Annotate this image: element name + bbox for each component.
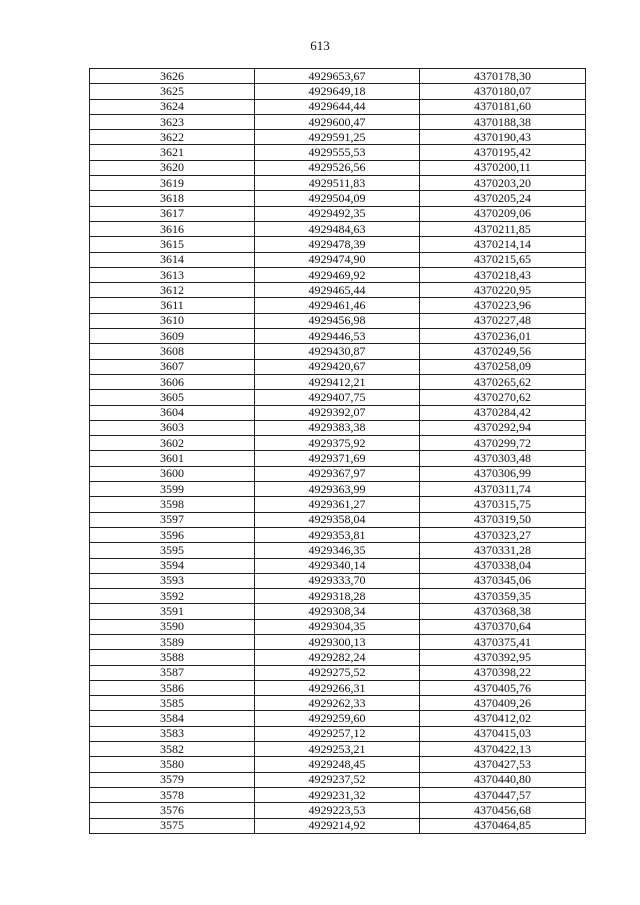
- table-row: [90, 650, 586, 665]
- x-coordinate-cell: 4929333,70: [255, 573, 420, 588]
- x-coordinate-cell: 4929318,28: [255, 589, 420, 604]
- point-number-cell: 3583: [90, 726, 255, 741]
- table-row: [90, 206, 586, 221]
- coordinates-table: [89, 68, 586, 834]
- point-number-cell: 3591: [90, 604, 255, 619]
- point-number-cell: 3585: [90, 696, 255, 711]
- point-number-cell: 3592: [90, 589, 255, 604]
- x-coordinate-cell: 4929474,90: [255, 252, 420, 267]
- x-coordinate-cell: 4929511,83: [255, 176, 420, 191]
- point-number-cell: 3623: [90, 114, 255, 129]
- x-coordinate-cell: 4929257,12: [255, 726, 420, 741]
- table-row: [90, 283, 586, 298]
- y-coordinate-cell: 4370220,95: [420, 283, 586, 298]
- point-number-cell: 3609: [90, 329, 255, 344]
- x-coordinate-cell: 4929371,69: [255, 451, 420, 466]
- table-row: [90, 145, 586, 160]
- table-row: [90, 543, 586, 558]
- table-row: [90, 267, 586, 282]
- table-row: [90, 390, 586, 405]
- table-row: [90, 512, 586, 527]
- y-coordinate-cell: 4370323,27: [420, 527, 586, 542]
- table-row: [90, 619, 586, 634]
- point-number-cell: 3610: [90, 313, 255, 328]
- y-coordinate-cell: 4370190,43: [420, 130, 586, 145]
- y-coordinate-cell: 4370203,20: [420, 176, 586, 191]
- table-row: [90, 160, 586, 175]
- table-row: [90, 573, 586, 588]
- x-coordinate-cell: 4929259,60: [255, 711, 420, 726]
- table-row: [90, 344, 586, 359]
- y-coordinate-cell: 4370370,64: [420, 619, 586, 634]
- x-coordinate-cell: 4929456,98: [255, 313, 420, 328]
- point-number-cell: 3587: [90, 665, 255, 680]
- point-number-cell: 3606: [90, 374, 255, 389]
- y-coordinate-cell: 4370218,43: [420, 267, 586, 282]
- y-coordinate-cell: 4370292,94: [420, 420, 586, 435]
- x-coordinate-cell: 4929383,38: [255, 420, 420, 435]
- point-number-cell: 3613: [90, 267, 255, 282]
- y-coordinate-cell: 4370311,74: [420, 482, 586, 497]
- x-coordinate-cell: 4929430,87: [255, 344, 420, 359]
- point-number-cell: 3576: [90, 803, 255, 818]
- x-coordinate-cell: 4929465,44: [255, 283, 420, 298]
- table-row: [90, 665, 586, 680]
- table-row: [90, 711, 586, 726]
- y-coordinate-cell: 4370195,42: [420, 145, 586, 160]
- y-coordinate-cell: 4370214,14: [420, 237, 586, 252]
- y-coordinate-cell: 4370359,35: [420, 589, 586, 604]
- point-number-cell: 3578: [90, 787, 255, 802]
- table-row: [90, 237, 586, 252]
- table-row: [90, 742, 586, 757]
- y-coordinate-cell: 4370375,41: [420, 634, 586, 649]
- y-coordinate-cell: 4370368,38: [420, 604, 586, 619]
- x-coordinate-cell: 4929253,21: [255, 742, 420, 757]
- point-number-cell: 3619: [90, 176, 255, 191]
- point-number-cell: 3582: [90, 742, 255, 757]
- y-coordinate-cell: 4370415,03: [420, 726, 586, 741]
- table-row: [90, 818, 586, 833]
- table-row: [90, 298, 586, 313]
- x-coordinate-cell: 4929275,52: [255, 665, 420, 680]
- table-row: [90, 99, 586, 114]
- y-coordinate-cell: 4370392,95: [420, 650, 586, 665]
- y-coordinate-cell: 4370447,57: [420, 787, 586, 802]
- x-coordinate-cell: 4929649,18: [255, 84, 420, 99]
- y-coordinate-cell: 4370398,22: [420, 665, 586, 680]
- x-coordinate-cell: 4929223,53: [255, 803, 420, 818]
- point-number-cell: 3617: [90, 206, 255, 221]
- y-coordinate-cell: 4370188,38: [420, 114, 586, 129]
- table-row: [90, 191, 586, 206]
- point-number-cell: 3604: [90, 405, 255, 420]
- point-number-cell: 3599: [90, 482, 255, 497]
- y-coordinate-cell: 4370405,76: [420, 680, 586, 695]
- x-coordinate-cell: 4929266,31: [255, 680, 420, 695]
- table-row: [90, 696, 586, 711]
- x-coordinate-cell: 4929214,92: [255, 818, 420, 833]
- table-row: [90, 772, 586, 787]
- x-coordinate-cell: 4929461,46: [255, 298, 420, 313]
- point-number-cell: 3605: [90, 390, 255, 405]
- table-row: [90, 374, 586, 389]
- y-coordinate-cell: 4370315,75: [420, 497, 586, 512]
- point-number-cell: 3590: [90, 619, 255, 634]
- y-coordinate-cell: 4370181,60: [420, 99, 586, 114]
- point-number-cell: 3595: [90, 543, 255, 558]
- y-coordinate-cell: 4370270,62: [420, 390, 586, 405]
- table-row: [90, 69, 586, 84]
- table-row: [90, 589, 586, 604]
- x-coordinate-cell: 4929367,97: [255, 466, 420, 481]
- x-coordinate-cell: 4929478,39: [255, 237, 420, 252]
- x-coordinate-cell: 4929353,81: [255, 527, 420, 542]
- x-coordinate-cell: 4929340,14: [255, 558, 420, 573]
- table-row: [90, 420, 586, 435]
- x-coordinate-cell: 4929300,13: [255, 634, 420, 649]
- point-number-cell: 3579: [90, 772, 255, 787]
- y-coordinate-cell: 4370427,53: [420, 757, 586, 772]
- y-coordinate-cell: 4370409,26: [420, 696, 586, 711]
- table-row: [90, 436, 586, 451]
- y-coordinate-cell: 4370223,96: [420, 298, 586, 313]
- page-number: 613: [310, 38, 330, 53]
- table-row: [90, 466, 586, 481]
- y-coordinate-cell: 4370331,28: [420, 543, 586, 558]
- point-number-cell: 3597: [90, 512, 255, 527]
- point-number-cell: 3616: [90, 221, 255, 236]
- y-coordinate-cell: 4370249,56: [420, 344, 586, 359]
- y-coordinate-cell: 4370178,30: [420, 69, 586, 84]
- coordinates-table-body: [90, 69, 586, 834]
- point-number-cell: 3624: [90, 99, 255, 114]
- table-row: [90, 451, 586, 466]
- y-coordinate-cell: 4370211,85: [420, 221, 586, 236]
- x-coordinate-cell: 4929304,35: [255, 619, 420, 634]
- point-number-cell: 3622: [90, 130, 255, 145]
- point-number-cell: 3603: [90, 420, 255, 435]
- y-coordinate-cell: 4370265,62: [420, 374, 586, 389]
- table-row: [90, 221, 586, 236]
- x-coordinate-cell: 4929644,44: [255, 99, 420, 114]
- table-row: [90, 130, 586, 145]
- y-coordinate-cell: 4370258,09: [420, 359, 586, 374]
- y-coordinate-cell: 4370215,65: [420, 252, 586, 267]
- x-coordinate-cell: 4929308,34: [255, 604, 420, 619]
- y-coordinate-cell: 4370284,42: [420, 405, 586, 420]
- y-coordinate-cell: 4370227,48: [420, 313, 586, 328]
- x-coordinate-cell: 4929469,92: [255, 267, 420, 282]
- table-row: [90, 680, 586, 695]
- y-coordinate-cell: 4370209,06: [420, 206, 586, 221]
- y-coordinate-cell: 4370319,50: [420, 512, 586, 527]
- x-coordinate-cell: 4929591,25: [255, 130, 420, 145]
- point-number-cell: 3580: [90, 757, 255, 772]
- table-row: [90, 176, 586, 191]
- y-coordinate-cell: 4370303,48: [420, 451, 586, 466]
- point-number-cell: 3598: [90, 497, 255, 512]
- x-coordinate-cell: 4929248,45: [255, 757, 420, 772]
- point-number-cell: 3584: [90, 711, 255, 726]
- point-number-cell: 3586: [90, 680, 255, 695]
- point-number-cell: 3596: [90, 527, 255, 542]
- table-row: [90, 787, 586, 802]
- x-coordinate-cell: 4929492,35: [255, 206, 420, 221]
- y-coordinate-cell: 4370456,68: [420, 803, 586, 818]
- x-coordinate-cell: 4929446,53: [255, 329, 420, 344]
- x-coordinate-cell: 4929363,99: [255, 482, 420, 497]
- table-row: [90, 803, 586, 818]
- point-number-cell: 3615: [90, 237, 255, 252]
- table-row: [90, 313, 586, 328]
- point-number-cell: 3593: [90, 573, 255, 588]
- point-number-cell: 3589: [90, 634, 255, 649]
- point-number-cell: 3621: [90, 145, 255, 160]
- table-row: [90, 405, 586, 420]
- y-coordinate-cell: 4370180,07: [420, 84, 586, 99]
- table-row: [90, 604, 586, 619]
- x-coordinate-cell: 4929358,04: [255, 512, 420, 527]
- x-coordinate-cell: 4929504,09: [255, 191, 420, 206]
- x-coordinate-cell: 4929484,63: [255, 221, 420, 236]
- table-row: [90, 634, 586, 649]
- y-coordinate-cell: 4370205,24: [420, 191, 586, 206]
- x-coordinate-cell: 4929237,52: [255, 772, 420, 787]
- x-coordinate-cell: 4929375,92: [255, 436, 420, 451]
- point-number-cell: 3618: [90, 191, 255, 206]
- y-coordinate-cell: 4370236,01: [420, 329, 586, 344]
- table-row: [90, 329, 586, 344]
- y-coordinate-cell: 4370306,99: [420, 466, 586, 481]
- x-coordinate-cell: 4929392,07: [255, 405, 420, 420]
- point-number-cell: 3608: [90, 344, 255, 359]
- x-coordinate-cell: 4929555,53: [255, 145, 420, 160]
- x-coordinate-cell: 4929653,67: [255, 69, 420, 84]
- y-coordinate-cell: 4370299,72: [420, 436, 586, 451]
- point-number-cell: 3626: [90, 69, 255, 84]
- x-coordinate-cell: 4929282,24: [255, 650, 420, 665]
- y-coordinate-cell: 4370200,11: [420, 160, 586, 175]
- x-coordinate-cell: 4929346,35: [255, 543, 420, 558]
- table-row: [90, 757, 586, 772]
- table-row: [90, 482, 586, 497]
- point-number-cell: 3588: [90, 650, 255, 665]
- point-number-cell: 3607: [90, 359, 255, 374]
- x-coordinate-cell: 4929407,75: [255, 390, 420, 405]
- point-number-cell: 3625: [90, 84, 255, 99]
- y-coordinate-cell: 4370440,80: [420, 772, 586, 787]
- x-coordinate-cell: 4929231,32: [255, 787, 420, 802]
- table-row: [90, 527, 586, 542]
- point-number-cell: 3594: [90, 558, 255, 573]
- x-coordinate-cell: 4929262,33: [255, 696, 420, 711]
- table-row: [90, 726, 586, 741]
- point-number-cell: 3614: [90, 252, 255, 267]
- table-row: [90, 114, 586, 129]
- point-number-cell: 3611: [90, 298, 255, 313]
- x-coordinate-cell: 4929412,21: [255, 374, 420, 389]
- point-number-cell: 3602: [90, 436, 255, 451]
- table-row: [90, 359, 586, 374]
- y-coordinate-cell: 4370338,04: [420, 558, 586, 573]
- table-row: [90, 252, 586, 267]
- table-row: [90, 558, 586, 573]
- y-coordinate-cell: 4370422,13: [420, 742, 586, 757]
- x-coordinate-cell: 4929420,67: [255, 359, 420, 374]
- x-coordinate-cell: 4929600,47: [255, 114, 420, 129]
- point-number-cell: 3600: [90, 466, 255, 481]
- x-coordinate-cell: 4929361,27: [255, 497, 420, 512]
- point-number-cell: 3575: [90, 818, 255, 833]
- x-coordinate-cell: 4929526,56: [255, 160, 420, 175]
- point-number-cell: 3612: [90, 283, 255, 298]
- y-coordinate-cell: 4370412,02: [420, 711, 586, 726]
- point-number-cell: 3601: [90, 451, 255, 466]
- y-coordinate-cell: 4370464,85: [420, 818, 586, 833]
- table-row: [90, 84, 586, 99]
- point-number-cell: 3620: [90, 160, 255, 175]
- table-row: [90, 497, 586, 512]
- y-coordinate-cell: 4370345,06: [420, 573, 586, 588]
